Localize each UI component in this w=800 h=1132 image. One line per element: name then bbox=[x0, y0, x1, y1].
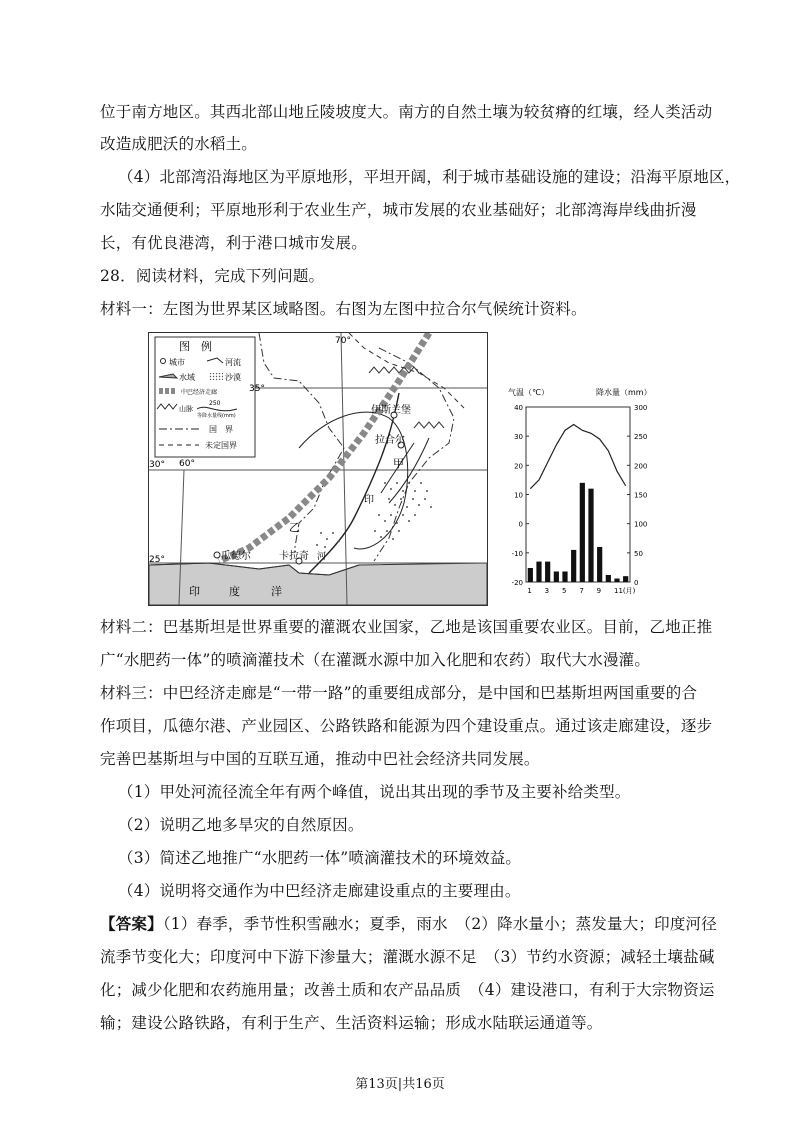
precip-bar bbox=[536, 562, 541, 582]
legend-item: 河流 bbox=[225, 358, 241, 367]
temp-axis-label: 气温（℃） bbox=[508, 388, 549, 397]
month-tick-label: 1 bbox=[527, 587, 532, 595]
precip-bar bbox=[606, 575, 611, 582]
lon-60-label: 60° bbox=[179, 459, 195, 469]
temp-tick-label: 20 bbox=[514, 462, 523, 471]
precip-tick-label: 100 bbox=[634, 520, 648, 529]
answer-line bbox=[100, 912, 717, 934]
ocean-area bbox=[149, 563, 487, 605]
lat-35-label: 35° bbox=[249, 384, 265, 394]
precip-bar bbox=[623, 576, 628, 582]
map-svg bbox=[149, 333, 487, 605]
legend-item: 国 界 bbox=[209, 425, 233, 434]
ocean-label-3: 洋 bbox=[271, 585, 282, 598]
precip-bar bbox=[562, 572, 567, 583]
precip-tick-label: 150 bbox=[634, 491, 648, 500]
text-line: 作项目，瓜德尔港、产业园区、公路铁路和能源为四个建设重点。通过该走廊建设，逐步 bbox=[100, 717, 713, 735]
text-line: 材料二：巴基斯坦是世界重要的灌溉农业国家，乙地是该国重要农业区。目前，乙地正推 bbox=[100, 618, 713, 636]
temp-tick-label: 10 bbox=[514, 491, 523, 500]
question-title: 28．阅读材料，完成下列问题。 bbox=[100, 267, 325, 285]
legend-item: 未定国界 bbox=[205, 441, 237, 450]
precip-tick-label: 0 bbox=[634, 579, 639, 587]
precip-bar bbox=[597, 547, 602, 582]
legend-item: 水域 bbox=[179, 373, 195, 382]
label-lahore: 拉合尔 bbox=[375, 435, 405, 446]
ocean-label-1: 印 bbox=[189, 585, 200, 598]
answer-text: （1）春季，季节性积雪融水；夏季，雨水 （2）降水量小；蒸发量大；印度河径 bbox=[162, 915, 717, 933]
text-line: 广“水肥药一体”的喷滴灌技术（在灌溉水源中加入化肥和农药）取代大水漫灌。 bbox=[100, 651, 651, 669]
label-yi: 乙 bbox=[289, 521, 300, 534]
legend-desert-icon bbox=[209, 373, 223, 380]
text-line: 材料一：左图为世界某区域略图。右图为左图中拉合尔气候统计资料。 bbox=[100, 300, 587, 318]
label-river: 河 bbox=[317, 552, 327, 562]
legend-item: 中巴经济走廊 bbox=[181, 389, 218, 396]
legend-item: 城市 bbox=[169, 358, 185, 367]
question-1: （1）甲处河流径流全年有两个峰值，说出其出现的季节及主要补给类型。 bbox=[118, 783, 631, 801]
temp-tick-label: -20 bbox=[511, 579, 523, 587]
lat-25-label: 25° bbox=[149, 555, 165, 565]
label-karachi: 卡拉奇 bbox=[279, 551, 309, 562]
temp-tick-label: 0 bbox=[518, 520, 523, 529]
temp-tick-label: 40 bbox=[514, 404, 523, 412]
answer-line: 输；建设公路铁路，有利于生产、生活资料运输；形成水陆联运通道等。 bbox=[100, 1014, 603, 1032]
border bbox=[259, 333, 344, 553]
question-4: （4）说明将交通作为中巴经济走廊建设重点的主要理由。 bbox=[118, 882, 521, 900]
answer-tag: 【答案】 bbox=[100, 914, 163, 933]
label-islamabad: 伊斯兰堡 bbox=[371, 405, 411, 416]
label-india-1: 印 bbox=[364, 495, 374, 506]
text-line: 长，有优良港湾，利于港口城市发展。 bbox=[100, 234, 367, 252]
text-line: 完善巴基斯坦与中国的互联互通，推动中巴社会经济共同发展。 bbox=[100, 750, 540, 768]
text-line: 材料三：中巴经济走廊是“一带一路”的重要组成部分，是中国和巴基斯坦两国重要的合 bbox=[100, 684, 698, 702]
climate-chart bbox=[500, 385, 660, 600]
month-tick-label: 5 bbox=[562, 587, 567, 595]
mountain bbox=[414, 422, 444, 428]
precip-bar bbox=[554, 572, 559, 583]
precip-tick-label: 200 bbox=[634, 462, 648, 471]
text-line: 改造成肥沃的水稻土。 bbox=[100, 135, 258, 153]
answer-line: 流季节变化大；印度河中下游下渗量大；灌溉水源不足 （3）节约水资源；减轻土壤盐碱 bbox=[100, 948, 715, 966]
ocean-label-2: 度 bbox=[229, 585, 240, 598]
precip-tick-label: 250 bbox=[634, 433, 648, 442]
precip-tick-label: 300 bbox=[634, 404, 648, 412]
month-tick-label: 11(月) bbox=[614, 587, 636, 595]
legend-box bbox=[155, 337, 255, 457]
month-tick-label: 7 bbox=[579, 587, 584, 595]
text-line: （4）北部湾沿海地区为平原地形，平坦开阔，利于城市基础设施的建设；沿海平原地区， bbox=[118, 168, 741, 186]
lon-70 bbox=[341, 333, 347, 605]
precip-tick-label: 50 bbox=[634, 549, 643, 558]
precip-bar bbox=[588, 489, 593, 582]
temp-tick-label: -10 bbox=[511, 549, 523, 558]
precip-bar bbox=[545, 562, 550, 582]
answer-line: 化；减少化肥和农药施用量；改善土质和农产品品质 （4）建设港口，有利于大宗物资运 bbox=[100, 981, 715, 999]
precip-bar bbox=[571, 550, 576, 582]
label-jia: 甲 bbox=[393, 457, 404, 470]
isohyet-line bbox=[299, 412, 408, 549]
lon-70-label: 70° bbox=[335, 336, 351, 346]
question-3: （3）简述乙地推广“水肥药一体”喷滴灌技术的环境效益。 bbox=[118, 849, 522, 867]
legend-isohyet-value: 250 bbox=[209, 400, 221, 407]
climate-chart-svg bbox=[500, 385, 660, 600]
desert-area bbox=[316, 482, 432, 548]
legend-item: 山脉 bbox=[179, 405, 193, 413]
label-gwadar: 瓜德尔 bbox=[221, 551, 251, 562]
precip-bar bbox=[528, 568, 533, 582]
temp-tick-label: 30 bbox=[514, 433, 523, 442]
city-gwadar bbox=[214, 552, 220, 558]
legend-title: 图 例 bbox=[179, 340, 212, 353]
temperature-line bbox=[530, 425, 625, 489]
plot-frame bbox=[526, 407, 630, 582]
precip-axis-label: 降水量（mm） bbox=[596, 388, 652, 397]
legend-item: 等降水量线(mm) bbox=[197, 413, 236, 419]
month-tick-label: 9 bbox=[596, 587, 602, 595]
question-2: （2）说明乙地多旱灾的自然原因。 bbox=[118, 816, 364, 834]
legend-item: 沙漠 bbox=[225, 373, 241, 382]
border bbox=[374, 348, 454, 561]
region-map bbox=[148, 332, 488, 606]
text-line: 水陆交通便利；平原地形利于农业生产，城市发展的农业基础好；北部湾海岸线曲折漫 bbox=[100, 201, 697, 219]
precip-bar bbox=[580, 483, 585, 582]
page-footer: 第13页|共16页 bbox=[355, 1077, 445, 1092]
precip-bar bbox=[614, 579, 619, 583]
month-tick-label: 3 bbox=[544, 587, 550, 595]
mountain bbox=[369, 367, 419, 373]
lat-30-label: 30° bbox=[149, 460, 165, 470]
text-line: 位于南方地区。其西北部山地丘陵坡度大。南方的自然土壤为较贫瘠的红壤，经人类活动 bbox=[100, 103, 713, 121]
legend-city-icon bbox=[161, 359, 166, 364]
